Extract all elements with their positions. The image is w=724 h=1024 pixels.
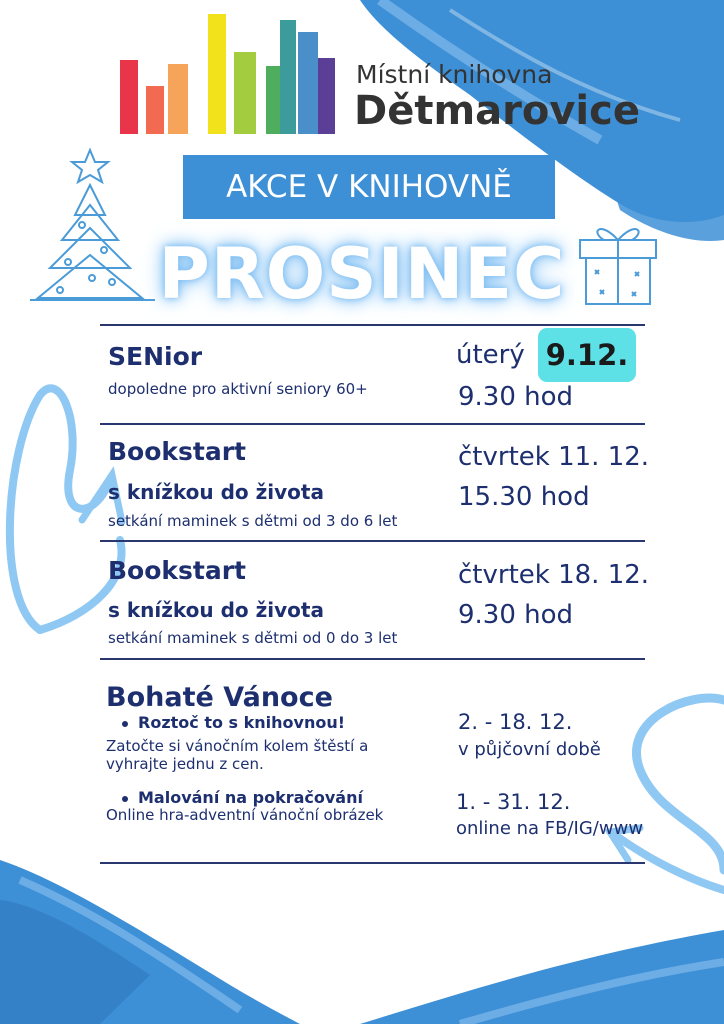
logo-bar — [280, 20, 296, 134]
logo-bar — [120, 60, 138, 134]
bullet-icon — [122, 796, 128, 802]
item-description: Zatočte si vánočním kolem štěstí a — [106, 737, 369, 755]
event-time: 15.30 hod — [458, 482, 590, 512]
brush-stroke-bottom-left — [0, 860, 300, 1024]
event-subtitle: s knížkou do života — [108, 598, 324, 622]
item-name: Roztoč to s knihovnou! — [138, 713, 346, 732]
item-date: 1. - 31. 12. — [456, 790, 571, 814]
logo-bar — [234, 52, 256, 134]
list-item — [122, 788, 363, 807]
logo-bar — [318, 58, 335, 134]
event-description: setkání maminek s dětmi od 0 do 3 let — [108, 629, 398, 647]
event-title: Bohaté Vánoce — [106, 682, 333, 713]
item-note: online na FB/IG/www — [456, 818, 644, 839]
event-description: setkání maminek s dětmi od 3 do 6 let — [108, 512, 398, 530]
divider — [100, 423, 645, 425]
events-banner: AKCE V KNIHOVNĚ — [183, 155, 555, 219]
event-time: 9.30 hod — [458, 600, 574, 630]
event-day: úterý — [456, 340, 525, 370]
divider — [100, 658, 645, 660]
item-name: Malování na pokračování — [138, 788, 363, 807]
logo-line2: Dětmarovice — [354, 88, 640, 134]
brush-stroke-bottom-right — [360, 930, 724, 1024]
gift-icon — [580, 229, 656, 304]
christmas-tree-icon — [30, 150, 155, 300]
item-note: v půjčovní době — [458, 739, 601, 760]
divider — [100, 540, 645, 542]
logo-bar — [168, 64, 188, 134]
event-subtitle: s knížkou do života — [108, 480, 324, 504]
month-title: PROSINEC — [158, 233, 566, 315]
event-title: SENior — [108, 342, 203, 371]
logo-bar — [146, 86, 164, 134]
divider — [100, 324, 645, 326]
event-title: Bookstart — [108, 437, 247, 466]
logo-bar — [298, 32, 318, 134]
event-time: 9.30 hod — [458, 382, 574, 412]
divider — [100, 862, 645, 864]
bullet-icon — [122, 721, 128, 727]
event-description: dopoledne pro aktivní seniory 60+ — [108, 380, 368, 398]
logo-bar — [208, 14, 226, 134]
logo-line1: Místní knihovna — [356, 60, 553, 89]
event-date-badge: 9.12. — [538, 328, 636, 382]
item-date: 2. - 18. 12. — [458, 710, 573, 734]
event-title: Bookstart — [108, 556, 247, 585]
item-description: Online hra-adventní vánoční obrázek — [106, 806, 384, 824]
event-date: čtvrtek 11. 12. — [458, 442, 650, 472]
list-item — [122, 713, 345, 732]
item-description: vyhrajte jednu z cen. — [106, 755, 264, 773]
library-logo — [120, 14, 335, 134]
event-date: čtvrtek 18. 12. — [458, 560, 650, 590]
